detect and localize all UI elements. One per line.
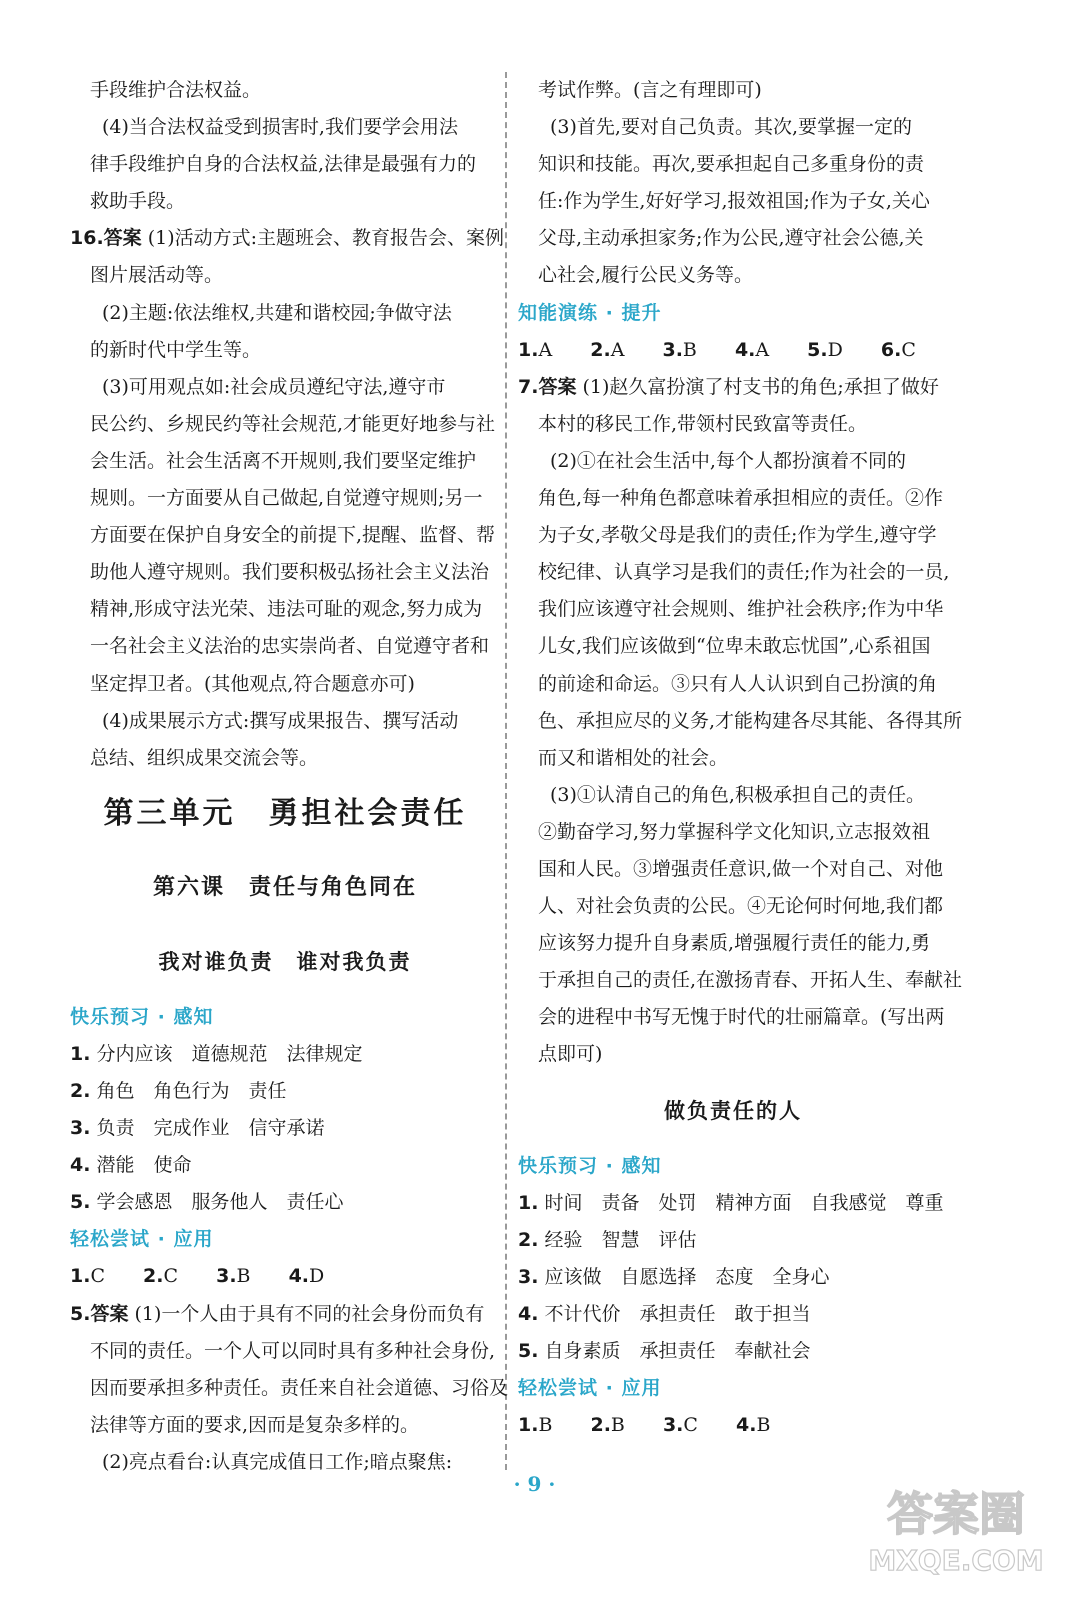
answer-row: 1.C 2.C 3.B 4.D (70, 1265, 325, 1288)
watermark-url: MXQE.COM (868, 1544, 1044, 1577)
section-heading: 快乐预习 · 感知 (70, 1005, 214, 1028)
text-line: 儿女,我们应该做到“位卑未敢忘忧国”,心系祖国 (538, 635, 931, 658)
left-column (70, 72, 509, 1481)
text-line: 于承担自己的责任,在激扬青春、开拓人生、奉献社 (538, 969, 963, 992)
text-line: 而又和谐相处的社会。 (538, 746, 729, 769)
text-line: 总结、组织成果交流会等。 (90, 746, 319, 769)
text-line: 坚定捍卫者。(其他观点,符合题意亦可) (90, 672, 415, 695)
text-line: 手段维护合法权益。 (90, 79, 262, 101)
list-item: 2. 角色 角色行为 责任 (70, 1079, 287, 1102)
section-heading: 快乐预习 · 感知 (518, 1154, 662, 1177)
column-divider (505, 72, 507, 1470)
text-line: 任:作为学生,好好学习,报效祖国;作为子女,关心 (538, 190, 930, 213)
question-5: 5.答案 (1)一个人由于具有不同的社会身份而负有 (70, 1302, 485, 1325)
text-line: 我们应该遵守社会规则、维护社会秩序;作为中华 (538, 598, 944, 621)
list-item: 3. 应该做 自愿选择 态度 全身心 (518, 1265, 830, 1288)
text-line: (4)当合法权益受到损害时,我们要学会用法 (102, 116, 458, 139)
text-line: 救助手段。 (90, 190, 186, 213)
text-line: 律手段维护自身的合法权益,法律是最强有力的 (90, 153, 477, 176)
answer-row: 1.B 2.B 3.C 4.B (518, 1414, 771, 1437)
list-item: 2. 经验 智慧 评估 (518, 1228, 697, 1251)
list-item: 4. 潜能 使命 (70, 1154, 192, 1177)
list-item: 1. 分内应该 道德规范 法律规定 (70, 1042, 363, 1065)
text-line: ②勤奋学习,努力掌握科学文化知识,立志报效祖 (538, 820, 931, 843)
topic-title: 做负责任的人 (664, 1098, 802, 1123)
text-line: 角色,每一种角色都意味着承担相应的责任。②作 (538, 487, 944, 510)
text-line: 应该努力提升自身素质,增强履行责任的能力,勇 (538, 932, 931, 955)
list-item: 3. 负责 完成作业 信守承诺 (70, 1117, 325, 1140)
text-line: 本村的移民工作,带领村民致富等责任。 (538, 412, 868, 435)
text-line: (3)①认清自己的角色,积极承担自己的责任。 (550, 783, 925, 806)
text-line: 图片展活动等。 (90, 264, 224, 287)
text-line: 因而要承担多种责任。责任来自社会道德、习俗及 (90, 1376, 509, 1399)
text-line: 精神,形成守法光荣、违法可耻的观念,努力成为 (90, 598, 483, 621)
text-line: 规则。一方面要从自己做起,自觉遵守规则;另一 (90, 487, 483, 510)
text-line: 不同的责任。一个人可以同时具有多种社会身份, (90, 1339, 496, 1362)
text-line: 点即可) (538, 1043, 603, 1066)
watermark-text: 答案圈 (887, 1487, 1025, 1541)
question-16 (70, 220, 505, 257)
answer-row: 1.A 2.A 3.B 4.A 5.D 6.C (518, 338, 916, 361)
text-line: 心社会,履行公民义务等。 (538, 264, 754, 287)
list-item: 4. 不计代价 承担责任 敢于担当 (518, 1302, 811, 1325)
topic-title: 我对谁负责 谁对我负责 (158, 949, 412, 974)
text-line: (2)主题:依法维权,共建和谐校园;争做守法 (102, 301, 452, 324)
section-heading: 知能演练 · 提升 (518, 301, 662, 324)
text-line: 知识和技能。再次,要承担起自己多重身份的责 (538, 153, 925, 176)
text-line: 国和人民。③增强责任意识,做一个对自己、对他 (538, 857, 944, 880)
question-number: 16. (70, 227, 104, 250)
text-line: 父母,主动承担家务;作为公民,遵守社会公德,关 (538, 227, 924, 250)
text-line: 会生活。社会生活离不开规则,我们要坚定维护 (90, 449, 477, 472)
lesson-title: 第六课 责任与角色同在 (152, 874, 417, 900)
text-line: 校纪律、认真学习是我们的责任;作为社会的一员, (538, 561, 950, 584)
question-7: 7.答案 (1)赵久富扮演了村支书的角色;承担了做好 (518, 375, 939, 398)
list-item: 5. 学会感恩 服务他人 责任心 (70, 1191, 344, 1214)
text-line: 一名社会主义法治的忠实崇尚者、自觉遵守者和 (90, 635, 490, 658)
text-line: 民公约、乡规民约等社会规范,才能更好地参与社 (90, 412, 496, 435)
text-line: 法律等方面的要求,因而是复杂多样的。 (90, 1413, 420, 1436)
text-line: (2)①在社会生活中,每个人都扮演着不同的 (550, 449, 906, 472)
text-line: (4)成果展示方式:撰写成果报告、撰写活动 (102, 709, 459, 732)
text-line: (1)活动方式:主题班会、教育报告会、案例 (147, 227, 505, 250)
list-item: 5. 自身素质 承担责任 奉献社会 (518, 1340, 811, 1362)
text-line: 人、对社会负责的公民。④无论何时何地,我们都 (538, 895, 944, 918)
right-column (518, 72, 963, 1444)
text-line: 色、承担应尽的义务,才能构建各尽其能、各得其所 (538, 709, 963, 732)
section-heading: 轻松尝试 · 应用 (70, 1228, 214, 1251)
unit-title: 第三单元 勇担社会责任 (103, 795, 467, 831)
text-line: 助他人遵守规则。我们要积极弘扬社会主义法治 (90, 561, 490, 584)
list-item: 1. 时间 责备 处罚 精神方面 自我感觉 尊重 (518, 1191, 944, 1214)
text-line: 的新时代中学生等。 (90, 338, 262, 361)
text-line: (3)首先,要对自己负责。其次,要掌握一定的 (550, 116, 912, 139)
text-line: (3)可用观点如:社会成员遵纪守法,遵守市 (102, 375, 446, 398)
text-line: 为子女,孝敬父母是我们的责任;作为学生,遵守学 (538, 524, 937, 547)
text-line: 会的进程中书写无愧于时代的壮丽篇章。(写出两 (538, 1006, 945, 1029)
text-line: 的前途和命运。③只有人人认识到自己扮演的角 (538, 672, 938, 695)
section-heading: 轻松尝试 · 应用 (518, 1377, 662, 1400)
text-line: 考试作弊。(言之有理即可) (538, 79, 762, 101)
answer-label: 答案 (103, 227, 142, 250)
watermark-logo (861, 1472, 1051, 1582)
text-line: 方面要在保护自身安全的前提下,提醒、监督、帮 (90, 524, 496, 547)
text-line: (2)亮点看台:认真完成值日工作;暗点聚焦: (102, 1450, 453, 1473)
page-number: · 9 · (513, 1472, 556, 1496)
